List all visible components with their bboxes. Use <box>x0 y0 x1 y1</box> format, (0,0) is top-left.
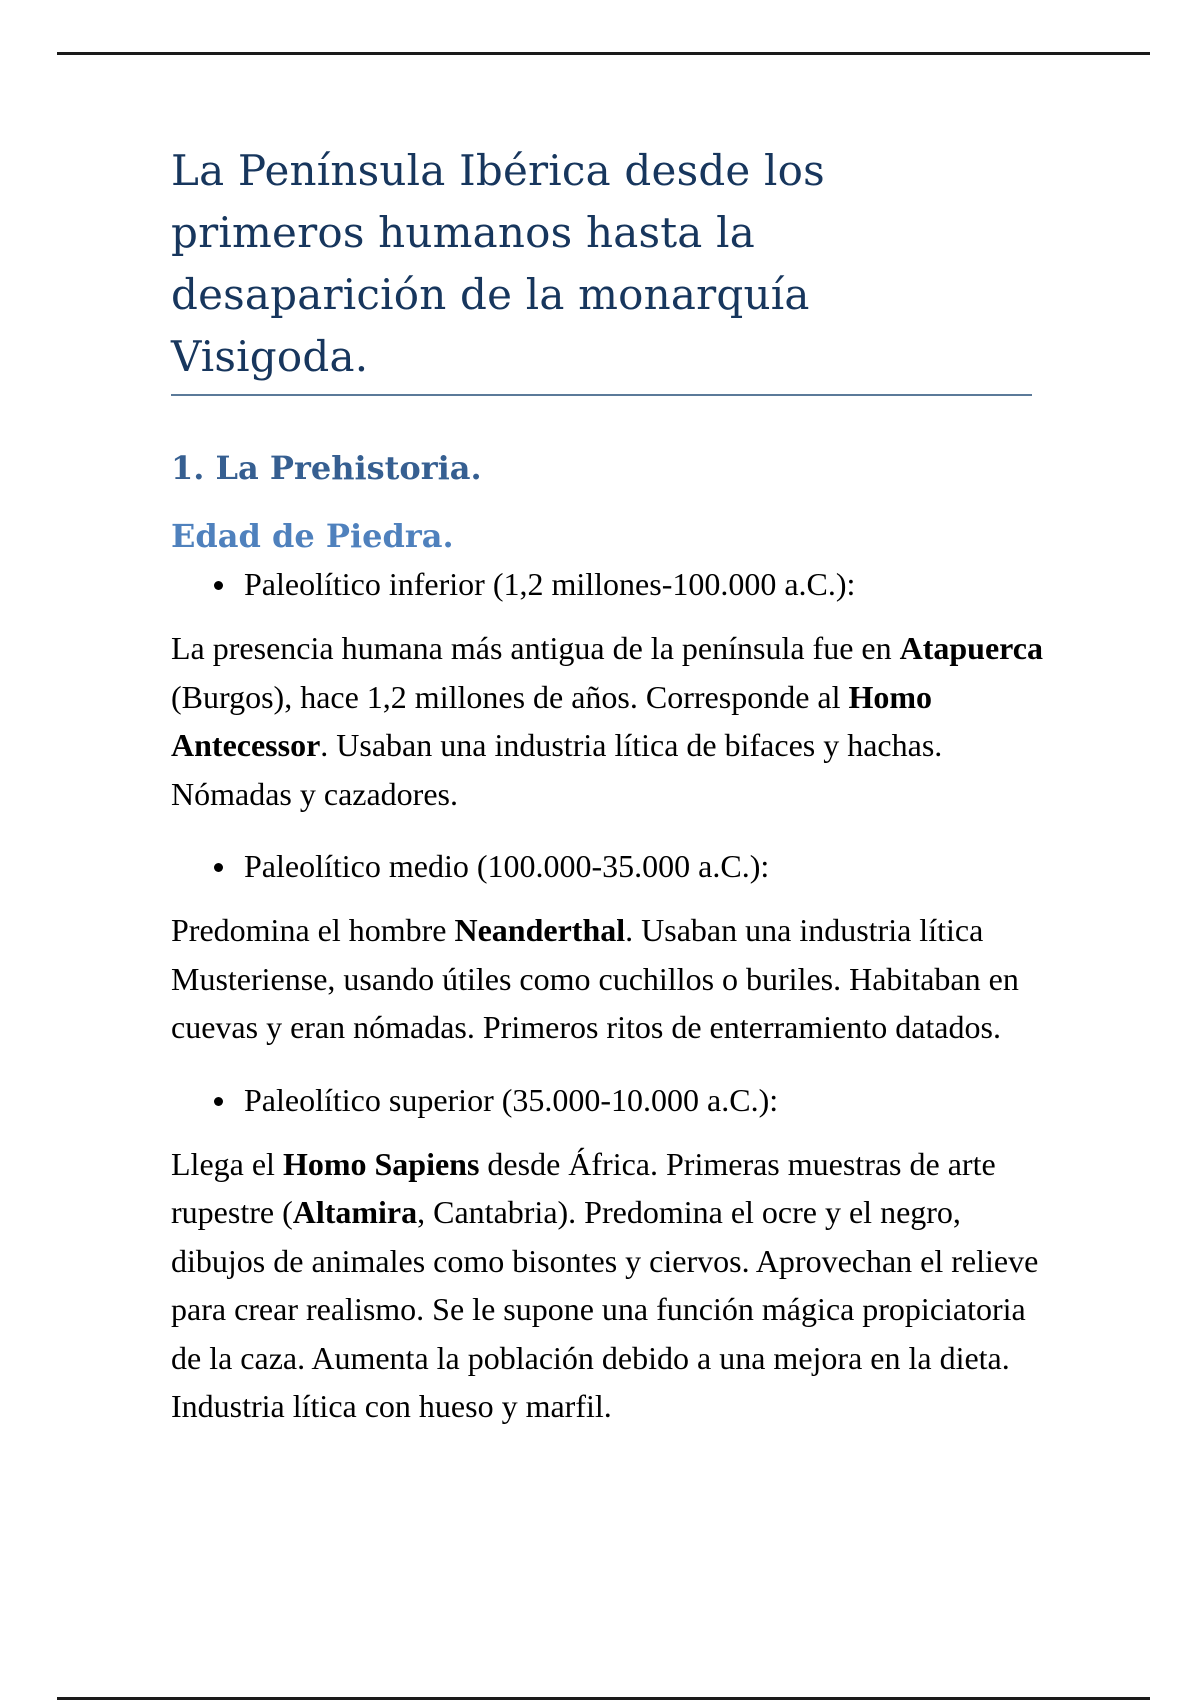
text-run: , Cantabria). Predomina el ocre y el negro, dibujos de animales como bisontes y ciervos. Aprovechan el relieve para crear realismo. Se le supone una función mágica propiciatoria de la caza. Aumenta la población debido a una mejora en la dieta. Industria lítica con hueso y marfil. <box>171 1194 1039 1424</box>
text-run: La presencia humana más antigua de la península fue en <box>171 630 900 666</box>
list-item-label: Paleolítico medio (100.000-35.000 a.C.): <box>244 848 770 884</box>
bold-term: Homo Antecessor <box>171 678 933 763</box>
title-line: La Península Ibérica desde los <box>171 146 825 195</box>
list-item-paleolitico-medio <box>171 844 1051 888</box>
document-page <box>171 140 1051 1431</box>
bold-term: Neanderthal <box>454 912 626 948</box>
bullet-icon <box>214 863 223 872</box>
title-underline <box>171 394 1032 396</box>
text-run: Llega el <box>171 1145 283 1182</box>
section-heading: 1. La Prehistoria. <box>171 449 482 487</box>
text-run: (Burgos), hace 1,2 millones de años. Corresponde al <box>171 678 849 715</box>
paragraph-paleolitico-inferior <box>171 624 1051 818</box>
text-run: Predomina el hombre <box>171 912 455 948</box>
text-run: . Usaban una industria lítica Musteriense, usando útiles como cuchillos o buriles. Habitaban en cuevas y eran nómadas. Primeros ritos de enterramiento datados. <box>171 912 1019 1045</box>
paragraph-paleolitico-superior <box>171 1140 1051 1431</box>
title-line: desaparición de la monarquía <box>171 270 810 319</box>
document-title <box>171 140 871 394</box>
bold-term: Homo Sapiens <box>282 1145 480 1182</box>
bold-term: Altamira <box>292 1194 418 1230</box>
text-run: . Usaban una industria lítica de bifaces y hachas. Nómadas y cazadores. <box>171 727 943 812</box>
list-item-label: Paleolítico superior (35.000-10.000 a.C.): <box>244 1081 779 1118</box>
bold-term: Atapuerca <box>899 630 1043 666</box>
list-item-label: Paleolítico inferior (1,2 millones-100.000 a.C.): <box>244 566 856 602</box>
page-top-rule <box>57 52 1150 55</box>
text-run: desde África. Primeras muestras de arte rupestre ( <box>171 1145 996 1230</box>
bullet-icon <box>214 581 223 590</box>
bullet-icon <box>214 1097 223 1106</box>
subsection-heading: Edad de Piedra. <box>171 517 454 555</box>
title-line: Visigoda. <box>171 332 369 381</box>
list-item-paleolitico-superior <box>171 1078 1051 1122</box>
list-item-paleolitico-inferior <box>171 562 1051 606</box>
paragraph-paleolitico-medio <box>171 906 1051 1052</box>
title-line: primeros humanos hasta la <box>171 208 755 257</box>
